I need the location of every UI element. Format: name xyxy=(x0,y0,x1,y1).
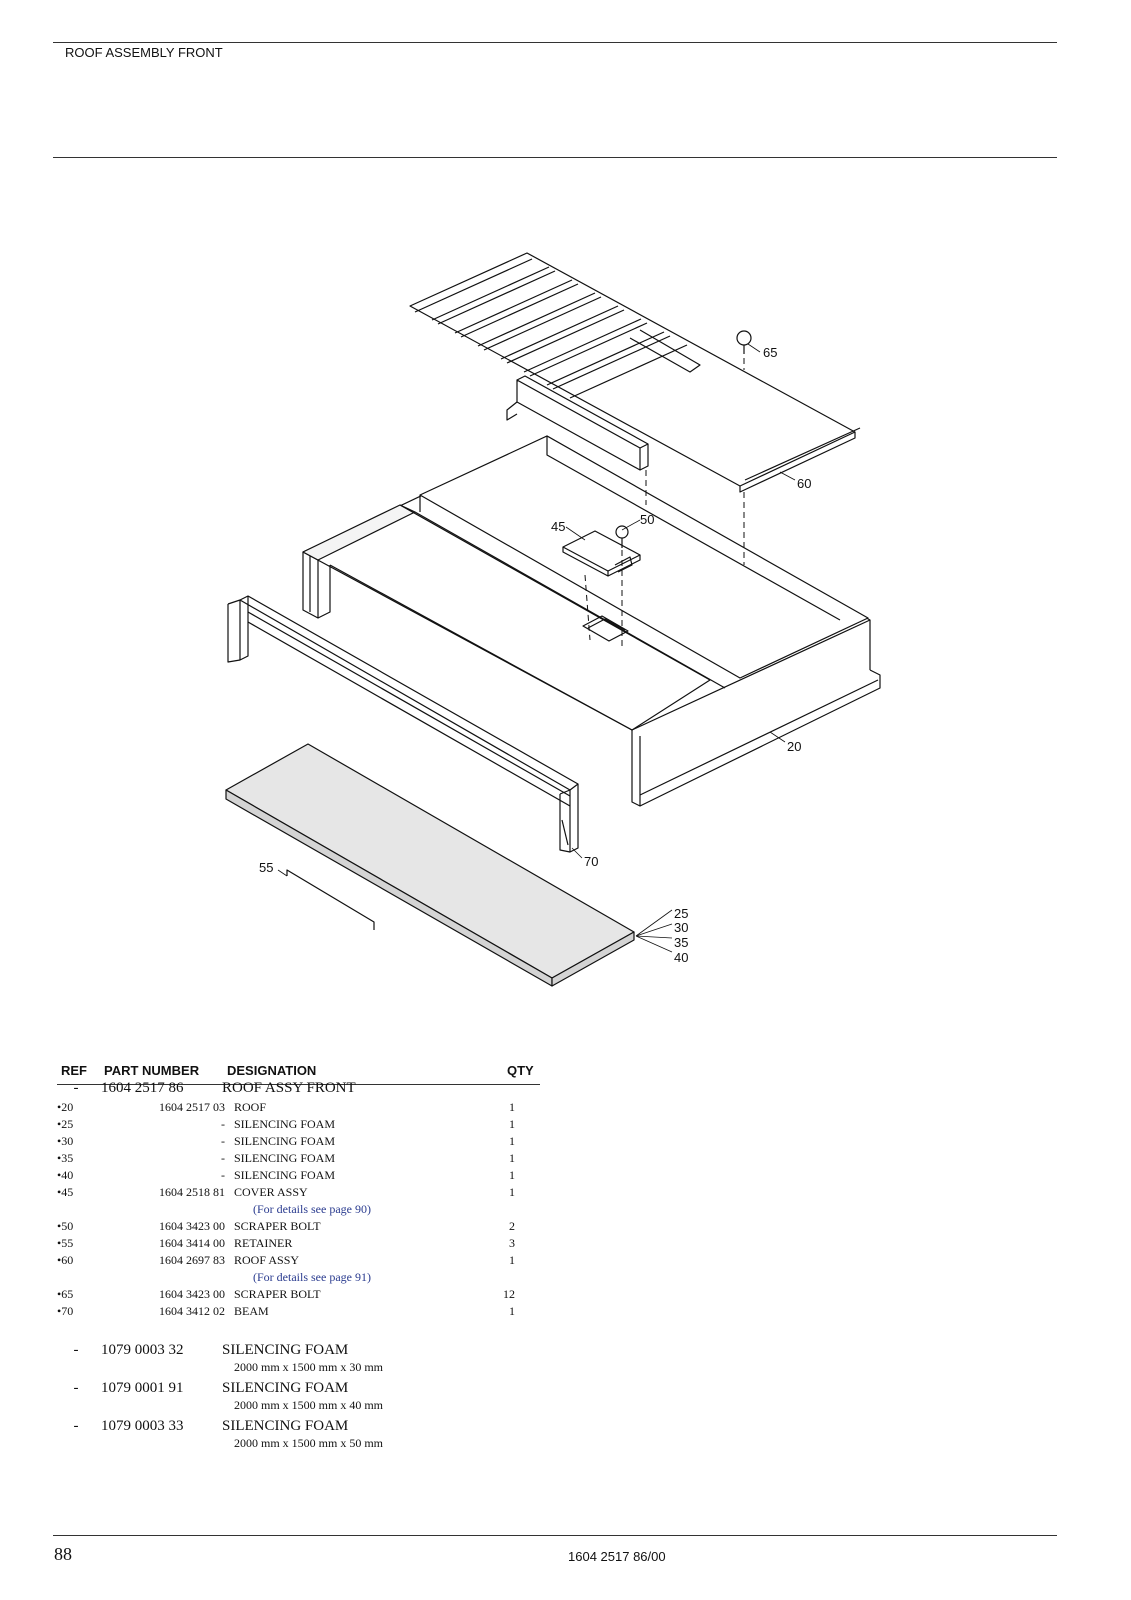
header-designation: DESIGNATION xyxy=(227,1063,317,1078)
ref-cell: - xyxy=(73,1418,79,1434)
qty-cell: 1 xyxy=(509,1100,515,1114)
part-number-cell: 1604 3423 00 xyxy=(159,1219,225,1233)
footer-rule xyxy=(53,1535,1057,1536)
ref-cell: •40 xyxy=(57,1168,74,1182)
ref-cell: - xyxy=(73,1080,79,1096)
callout-50: 50 xyxy=(640,512,655,527)
ref-cell: •35 xyxy=(57,1151,74,1165)
callout-70: 70 xyxy=(584,854,599,869)
document-number: 1604 2517 86/00 xyxy=(568,1549,666,1564)
qty-cell: 12 xyxy=(503,1287,515,1301)
designation-cell: ROOF xyxy=(234,1100,267,1114)
callout-20: 20 xyxy=(787,739,802,754)
designation-cell: SILENCING FOAM xyxy=(222,1342,349,1358)
callout-30: 30 xyxy=(674,920,689,935)
designation-cell: SILENCING FOAM xyxy=(234,1168,336,1182)
designation-cell: 2000 mm x 1500 mm x 50 mm xyxy=(234,1436,384,1450)
ref-cell: •45 xyxy=(57,1185,74,1199)
callout-25: 25 xyxy=(674,906,689,921)
part-number-cell: 1604 2517 86 xyxy=(101,1080,184,1096)
designation-cell: SILENCING FOAM xyxy=(222,1418,349,1434)
ref-cell: •20 xyxy=(57,1100,74,1114)
qty-cell: 1 xyxy=(509,1253,515,1267)
ref-cell: •65 xyxy=(57,1287,74,1301)
callout-65: 65 xyxy=(763,345,778,360)
callout-40: 40 xyxy=(674,950,689,965)
silencing-foam-drawing xyxy=(226,744,634,986)
part-number-cell: 1604 3414 00 xyxy=(159,1236,225,1250)
part-number-cell: 1604 3423 00 xyxy=(159,1287,225,1301)
part-number-cell: 1079 0003 32 xyxy=(101,1342,184,1358)
callout-35: 35 xyxy=(674,935,689,950)
ref-cell: •70 xyxy=(57,1304,74,1318)
part-number-cell: - xyxy=(221,1117,225,1131)
ref-cell: •30 xyxy=(57,1134,74,1148)
header-part-number: PART NUMBER xyxy=(104,1063,200,1078)
part-number-cell: - xyxy=(221,1168,225,1182)
designation-cell: SCRAPER BOLT xyxy=(234,1219,321,1233)
designation-cell: ROOF ASSY FRONT xyxy=(222,1080,356,1096)
qty-cell: 1 xyxy=(509,1117,515,1131)
designation-cell: SCRAPER BOLT xyxy=(234,1287,321,1301)
part-number-cell: 1079 0001 91 xyxy=(101,1380,184,1396)
ref-cell: •25 xyxy=(57,1117,74,1131)
part-number-cell: 1604 2517 03 xyxy=(159,1100,225,1114)
qty-cell: 1 xyxy=(509,1185,515,1199)
designation-cell: SILENCING FOAM xyxy=(234,1151,336,1165)
part-number-cell: 1604 2518 81 xyxy=(159,1185,225,1199)
qty-cell: 3 xyxy=(509,1236,515,1250)
page-title: ROOF ASSEMBLY FRONT xyxy=(65,45,223,60)
designation-cell: 2000 mm x 1500 mm x 30 mm xyxy=(234,1360,384,1374)
qty-cell: 1 xyxy=(509,1134,515,1148)
qty-cell: 1 xyxy=(509,1151,515,1165)
part-number-cell: - xyxy=(221,1134,225,1148)
ref-cell: •60 xyxy=(57,1253,74,1267)
ref-cell: - xyxy=(73,1380,79,1396)
callout-60: 60 xyxy=(797,476,812,491)
callout-45: 45 xyxy=(551,519,566,534)
qty-cell: 1 xyxy=(509,1168,515,1182)
designation-cell: SILENCING FOAM xyxy=(234,1117,336,1131)
designation-cell: SILENCING FOAM xyxy=(222,1380,349,1396)
page-number: 88 xyxy=(54,1544,72,1564)
designation-cell: RETAINER xyxy=(234,1236,293,1250)
ref-cell: •50 xyxy=(57,1219,74,1233)
qty-cell: 2 xyxy=(509,1219,515,1233)
ref-cell: •55 xyxy=(57,1236,74,1250)
designation-cell: 2000 mm x 1500 mm x 40 mm xyxy=(234,1398,384,1412)
designation-cell: (For details see page 90) xyxy=(253,1202,371,1216)
part-number-cell: 1604 2697 83 xyxy=(159,1253,225,1267)
part-number-cell: - xyxy=(221,1151,225,1165)
designation-cell: BEAM xyxy=(234,1304,269,1318)
designation-cell: (For details see page 91) xyxy=(253,1270,371,1284)
designation-cell: SILENCING FOAM xyxy=(234,1134,336,1148)
designation-cell: ROOF ASSY xyxy=(234,1253,300,1267)
part-number-cell: 1079 0003 33 xyxy=(101,1418,184,1434)
part-number-cell: 1604 3412 02 xyxy=(159,1304,225,1318)
designation-cell: COVER ASSY xyxy=(234,1185,308,1199)
ref-cell: - xyxy=(73,1342,79,1358)
qty-cell: 1 xyxy=(509,1304,515,1318)
callout-55: 55 xyxy=(259,860,274,875)
header-qty: QTY xyxy=(507,1063,534,1078)
header-ref: REF xyxy=(61,1063,87,1078)
retainer-drawing xyxy=(287,870,374,930)
